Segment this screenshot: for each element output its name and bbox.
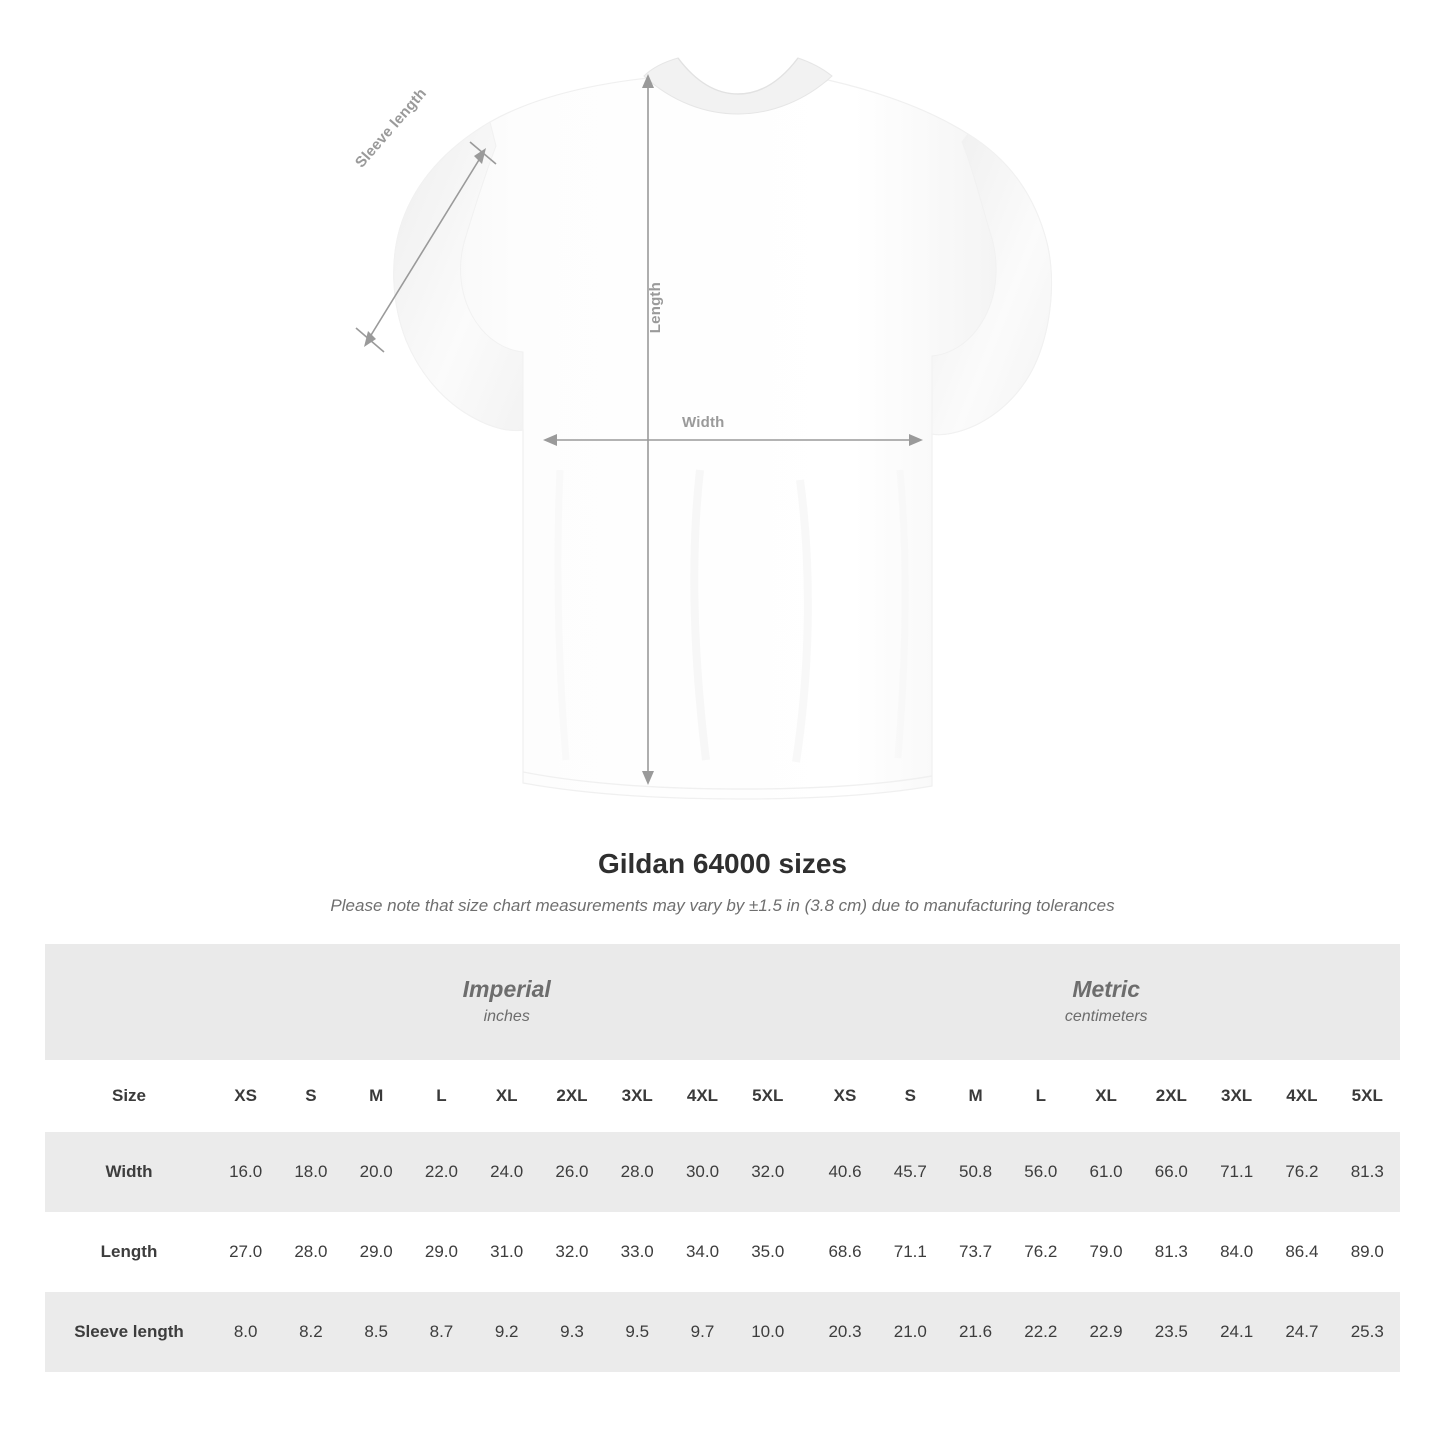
size-header-imperial-xs: XS bbox=[213, 1060, 278, 1132]
cell-length-imperial-m: 29.0 bbox=[344, 1212, 409, 1292]
cell-length-metric-xl: 79.0 bbox=[1073, 1212, 1138, 1292]
cell-sleeve-metric-s: 21.0 bbox=[878, 1292, 943, 1372]
cell-sleeve-imperial-xl: 9.2 bbox=[474, 1292, 539, 1372]
unit-header-metric bbox=[812, 944, 1400, 1060]
size-header-imperial-m: M bbox=[344, 1060, 409, 1132]
cell-width-imperial-m: 20.0 bbox=[344, 1132, 409, 1212]
cell-width-imperial-3xl: 28.0 bbox=[605, 1132, 670, 1212]
size-header-metric-xs: XS bbox=[812, 1060, 877, 1132]
size-chart-table bbox=[45, 944, 1400, 1372]
cell-width-metric-2xl: 66.0 bbox=[1139, 1132, 1204, 1212]
length-dimension-label: Length bbox=[647, 282, 664, 334]
cell-width-metric-m: 50.8 bbox=[943, 1132, 1008, 1212]
row-spacer-width bbox=[800, 1132, 812, 1212]
size-header-imperial-3xl: 3XL bbox=[605, 1060, 670, 1132]
unit-header-spacer bbox=[800, 944, 812, 1060]
size-header-row bbox=[45, 1060, 1400, 1132]
cell-width-imperial-4xl: 30.0 bbox=[670, 1132, 735, 1212]
cell-sleeve-imperial-3xl: 9.5 bbox=[605, 1292, 670, 1372]
cell-sleeve-metric-xs: 20.3 bbox=[812, 1292, 877, 1372]
cell-length-imperial-xl: 31.0 bbox=[474, 1212, 539, 1292]
cell-length-metric-xs: 68.6 bbox=[812, 1212, 877, 1292]
cell-width-imperial-xs: 16.0 bbox=[213, 1132, 278, 1212]
size-header-spacer bbox=[800, 1060, 812, 1132]
cell-length-metric-2xl: 81.3 bbox=[1139, 1212, 1204, 1292]
row-spacer-length bbox=[800, 1212, 812, 1292]
cell-width-imperial-l: 22.0 bbox=[409, 1132, 474, 1212]
cell-length-imperial-s: 28.0 bbox=[278, 1212, 343, 1292]
cell-length-metric-l: 76.2 bbox=[1008, 1212, 1073, 1292]
cell-width-metric-s: 45.7 bbox=[878, 1132, 943, 1212]
size-header-metric-xl: XL bbox=[1073, 1060, 1138, 1132]
table-row bbox=[45, 1292, 1400, 1372]
sleeve-length-dimension-label: Sleeve length bbox=[352, 85, 430, 172]
cell-length-imperial-xs: 27.0 bbox=[213, 1212, 278, 1292]
cell-width-metric-4xl: 76.2 bbox=[1269, 1132, 1334, 1212]
cell-width-metric-l: 56.0 bbox=[1008, 1132, 1073, 1212]
cell-width-imperial-s: 18.0 bbox=[278, 1132, 343, 1212]
cell-sleeve-metric-4xl: 24.7 bbox=[1269, 1292, 1334, 1372]
unit-header-row bbox=[45, 944, 1400, 1060]
size-header-metric-3xl: 3XL bbox=[1204, 1060, 1269, 1132]
cell-sleeve-imperial-l: 8.7 bbox=[409, 1292, 474, 1372]
cell-sleeve-metric-m: 21.6 bbox=[943, 1292, 1008, 1372]
table-row bbox=[45, 1132, 1400, 1212]
unit-header-imperial bbox=[213, 944, 800, 1060]
size-header-metric-m: M bbox=[943, 1060, 1008, 1132]
cell-sleeve-metric-5xl: 25.3 bbox=[1335, 1292, 1400, 1372]
size-header-imperial-4xl: 4XL bbox=[670, 1060, 735, 1132]
cell-length-imperial-2xl: 32.0 bbox=[539, 1212, 604, 1292]
size-header-imperial-l: L bbox=[409, 1060, 474, 1132]
imperial-label: Imperial bbox=[462, 975, 551, 1002]
cell-sleeve-metric-l: 22.2 bbox=[1008, 1292, 1073, 1372]
size-header-imperial-5xl: 5XL bbox=[735, 1060, 800, 1132]
size-header-imperial-s: S bbox=[278, 1060, 343, 1132]
size-header-metric-s: S bbox=[878, 1060, 943, 1132]
cell-sleeve-imperial-5xl: 10.0 bbox=[735, 1292, 800, 1372]
row-spacer-sleeve bbox=[800, 1292, 812, 1372]
cell-sleeve-imperial-s: 8.2 bbox=[278, 1292, 343, 1372]
size-column-header: Size bbox=[45, 1060, 213, 1132]
cell-sleeve-imperial-4xl: 9.7 bbox=[670, 1292, 735, 1372]
cell-sleeve-metric-xl: 22.9 bbox=[1073, 1292, 1138, 1372]
cell-width-metric-5xl: 81.3 bbox=[1335, 1132, 1400, 1212]
size-table-wrapper bbox=[45, 944, 1400, 1372]
cell-length-metric-5xl: 89.0 bbox=[1335, 1212, 1400, 1292]
cell-length-imperial-3xl: 33.0 bbox=[605, 1212, 670, 1292]
unit-header-blank bbox=[45, 944, 213, 1060]
cell-sleeve-metric-3xl: 24.1 bbox=[1204, 1292, 1269, 1372]
imperial-sublabel: inches bbox=[483, 1007, 530, 1025]
cell-length-metric-s: 71.1 bbox=[878, 1212, 943, 1292]
row-label-sleeve-length: Sleeve length bbox=[45, 1292, 213, 1372]
tolerance-note: Please note that size chart measurements may vary by ±1.5 in (3.8 cm) due to manufacturing tolerances bbox=[330, 896, 1115, 915]
size-header-metric-l: L bbox=[1008, 1060, 1073, 1132]
cell-width-metric-xs: 40.6 bbox=[812, 1132, 877, 1212]
cell-length-metric-m: 73.7 bbox=[943, 1212, 1008, 1292]
width-dimension-label: Width bbox=[682, 414, 725, 431]
cell-width-imperial-2xl: 26.0 bbox=[539, 1132, 604, 1212]
title-block bbox=[0, 848, 1445, 916]
page-title: Gildan 64000 sizes bbox=[597, 848, 848, 879]
metric-label: Metric bbox=[1072, 975, 1141, 1002]
row-label-width: Width bbox=[45, 1132, 213, 1212]
cell-sleeve-imperial-m: 8.5 bbox=[344, 1292, 409, 1372]
cell-width-imperial-5xl: 32.0 bbox=[735, 1132, 800, 1212]
size-header-metric-4xl: 4XL bbox=[1269, 1060, 1334, 1132]
size-header-imperial-xl: XL bbox=[474, 1060, 539, 1132]
table-row bbox=[45, 1212, 1400, 1292]
cell-width-metric-xl: 61.0 bbox=[1073, 1132, 1138, 1212]
cell-width-imperial-xl: 24.0 bbox=[474, 1132, 539, 1212]
cell-sleeve-imperial-2xl: 9.3 bbox=[539, 1292, 604, 1372]
size-header-imperial-2xl: 2XL bbox=[539, 1060, 604, 1132]
cell-length-imperial-4xl: 34.0 bbox=[670, 1212, 735, 1292]
cell-length-imperial-l: 29.0 bbox=[409, 1212, 474, 1292]
cell-length-imperial-5xl: 35.0 bbox=[735, 1212, 800, 1292]
cell-sleeve-imperial-xs: 8.0 bbox=[213, 1292, 278, 1372]
cell-width-metric-3xl: 71.1 bbox=[1204, 1132, 1269, 1212]
cell-sleeve-metric-2xl: 23.5 bbox=[1139, 1292, 1204, 1372]
cell-length-metric-4xl: 86.4 bbox=[1269, 1212, 1334, 1292]
size-header-metric-2xl: 2XL bbox=[1139, 1060, 1204, 1132]
metric-sublabel: centimeters bbox=[1064, 1007, 1148, 1025]
row-label-length: Length bbox=[45, 1212, 213, 1292]
cell-length-metric-3xl: 84.0 bbox=[1204, 1212, 1269, 1292]
size-header-metric-5xl: 5XL bbox=[1335, 1060, 1400, 1132]
